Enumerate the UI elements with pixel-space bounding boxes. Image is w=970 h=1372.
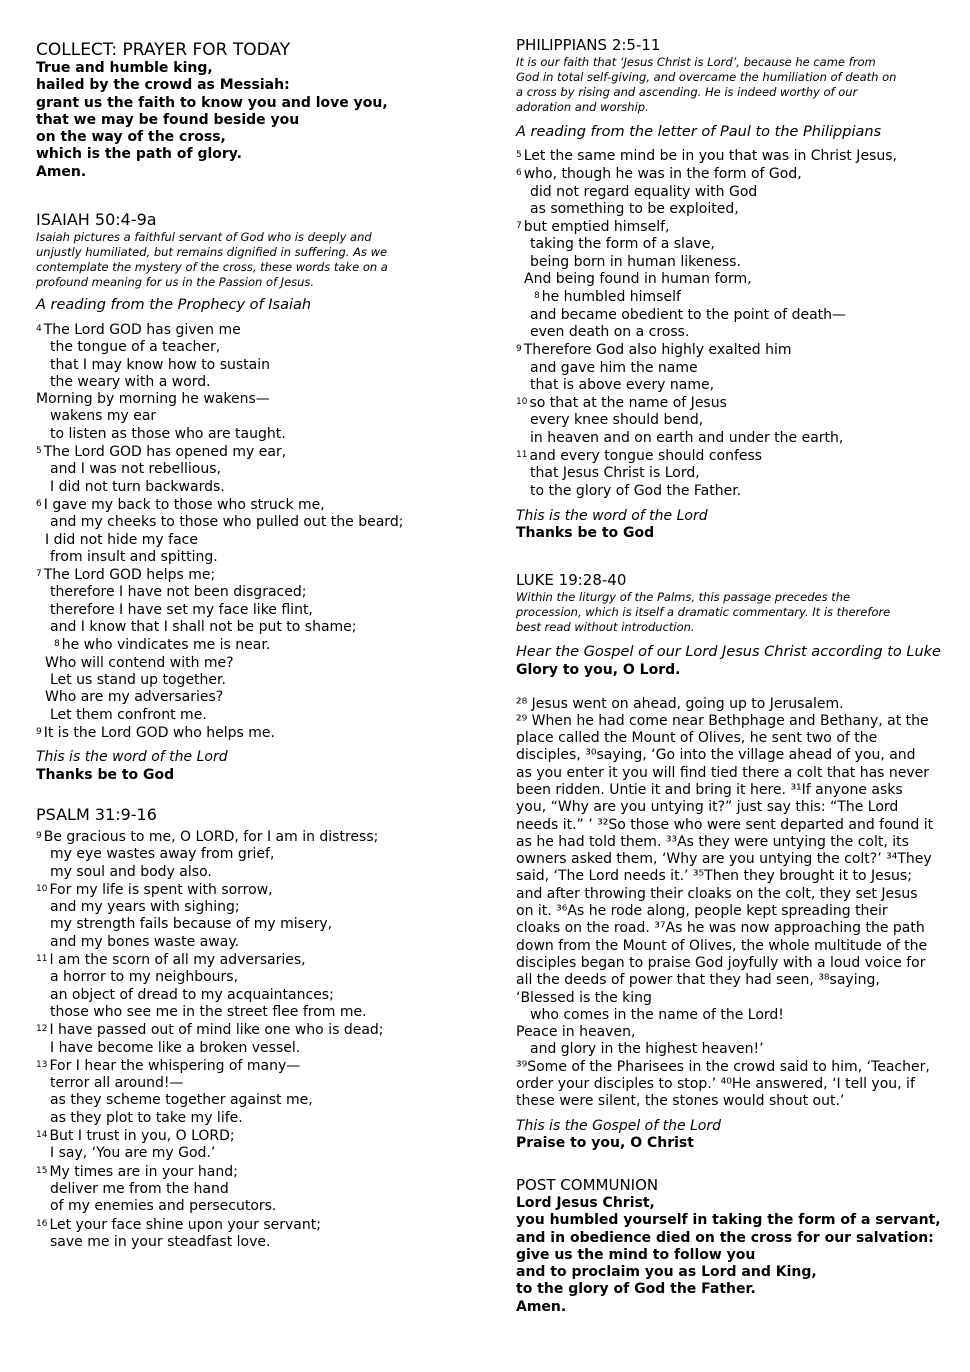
verse-number: 13 — [36, 1059, 48, 1070]
gospel-line: Peace in heaven, — [516, 1024, 636, 1041]
verse-text: he humbled himself — [541, 289, 681, 306]
gospel-line: and after throwing their cloaks on the colt, they set Jesus — [516, 885, 918, 902]
collect-line: hailed by the crowd as Messiah: — [36, 77, 290, 94]
verse-line — [516, 360, 897, 377]
gospel-line: as you enter it you will find tied there a colt that has never — [516, 764, 930, 781]
verse-text: but emptied himself, — [523, 219, 670, 236]
gospel-line: disciples began to praise God joyfully with a loud voice for — [516, 954, 926, 971]
verse-text: Let your face shine upon your servant; — [49, 1216, 321, 1233]
luke-intro — [516, 590, 941, 635]
isaiah-response-italic: This is the word of the Lord — [36, 749, 228, 766]
verse-text: and I was not rebellious, — [50, 461, 221, 478]
verse-line — [36, 1057, 384, 1075]
verse-line — [516, 447, 897, 465]
verse-line — [36, 1040, 384, 1057]
verse-line — [36, 1234, 384, 1251]
verse-line — [36, 689, 403, 706]
verse-line — [36, 566, 403, 584]
gospel-line: ²⁹ When he had come near Bethphage and Bethany, at the — [516, 712, 929, 729]
verse-text: and gave him the name — [530, 359, 698, 376]
verse-line — [516, 236, 897, 253]
philippians-reading-title: A reading from the letter of Paul to the Philippians — [516, 124, 882, 140]
verse-text: I did not turn backwards. — [50, 478, 225, 495]
intro-line: Within the liturgy of the Palms, this passage precedes the — [516, 590, 851, 604]
verse-line — [516, 465, 897, 482]
verse-number: 10 — [516, 397, 528, 408]
verse-line — [516, 201, 897, 218]
intro-line: profound meaning for us in the Passion of Jesus. — [36, 275, 315, 289]
intro-line: contemplate the mystery of the cross, these words take on a — [36, 260, 388, 274]
verse-text: a horror to my neighbours, — [50, 969, 239, 986]
verse-number: 7 — [516, 221, 522, 232]
verse-text: wakens my ear — [50, 408, 157, 425]
verse-line — [36, 1181, 384, 1198]
verse-line — [36, 584, 403, 601]
verse-text: to listen as those who are taught. — [50, 425, 286, 442]
verse-number: 9 — [36, 726, 42, 737]
verse-text: deliver me from the hand — [50, 1180, 229, 1197]
verse-text: and my cheeks to those who pulled out the beard; — [50, 514, 404, 531]
verse-text: an object of dread to my acquaintances; — [50, 986, 334, 1003]
post-communion-line: and to proclaim you as Lord and King, — [516, 1264, 817, 1281]
gospel-line: ²⁸ Jesus went on ahead, going up to Jerusalem. — [516, 695, 844, 712]
verse-line — [36, 987, 384, 1004]
verse-line — [36, 408, 403, 425]
verse-text: save me in your steadfast love. — [50, 1233, 271, 1250]
verse-line — [516, 377, 897, 394]
verse-text: I say, ‘You are my God.’ — [50, 1145, 216, 1162]
philippians-section — [516, 35, 897, 543]
verse-number: 15 — [36, 1165, 48, 1176]
verse-line — [36, 321, 403, 339]
verse-line — [36, 1145, 384, 1162]
collect-heading: COLLECT: PRAYER FOR TODAY — [36, 40, 291, 60]
verse-text: And being found in human form, — [524, 271, 752, 288]
verse-line — [36, 655, 403, 672]
luke-gospel-text — [516, 696, 941, 1111]
verse-line — [36, 443, 403, 461]
isaiah-verses — [36, 321, 403, 742]
verse-text: of my enemies and persecutors. — [50, 1198, 277, 1215]
luke-section — [516, 570, 941, 1153]
verse-line — [36, 724, 403, 742]
verse-line — [36, 899, 384, 916]
verse-text: the weary with a word. — [50, 373, 211, 390]
isaiah-intro — [36, 230, 403, 290]
gospel-line: these were silent, the stones would shout out.’ — [516, 1093, 845, 1110]
luke-glory: Glory to you, O Lord. — [516, 662, 681, 678]
verse-line — [516, 218, 897, 236]
verse-line — [36, 1127, 384, 1145]
psalm-verses — [36, 828, 384, 1251]
verse-line — [36, 461, 403, 478]
gospel-line: order your disciples to stop.’ ⁴⁰He answered, ‘I tell you, if — [516, 1076, 915, 1093]
collect-line: on the way of the cross, — [36, 129, 226, 146]
verse-text: to the glory of God the Father. — [530, 482, 742, 499]
verse-number: 8 — [54, 639, 60, 650]
gospel-line: needs it.” ’ ³²So those who were sent departed and found it — [516, 816, 934, 833]
philippians-response-bold: Thanks be to God — [516, 525, 655, 542]
verse-number: 10 — [36, 883, 48, 894]
verse-number: 4 — [36, 324, 42, 334]
luke-response-italic: This is the Gospel of the Lord — [516, 1117, 722, 1134]
verse-text: taking the form of a slave, — [530, 236, 715, 253]
verse-line — [36, 864, 384, 881]
gospel-line: disciples, ³⁰saying, ‘Go into the village ahead of you, and — [516, 747, 916, 764]
verse-text: Who are my adversaries? — [45, 689, 224, 706]
verse-line — [36, 374, 403, 391]
verse-number: 14 — [36, 1130, 48, 1141]
gospel-line: owners asked them, ‘Why are you untying the colt?’ ³⁴They — [516, 851, 932, 868]
verse-line — [36, 881, 384, 899]
verse-text: I have become like a broken vessel. — [50, 1039, 301, 1056]
isaiah-heading: ISAIAH 50:4-9a — [36, 210, 157, 229]
luke-response-bold: Praise to you, O Christ — [516, 1135, 694, 1152]
verse-number: 5 — [516, 150, 522, 160]
intro-line: procession, which is itself a dramatic commentary. It is therefore — [516, 605, 891, 619]
verse-text: even death on a cross. — [530, 323, 690, 340]
verse-line — [516, 307, 897, 324]
verse-text: For I hear the whispering of many— — [49, 1057, 301, 1074]
post-communion-line: and in obedience died on the cross for our salvation: — [516, 1229, 934, 1246]
verse-line — [36, 1021, 384, 1039]
gospel-line: who comes in the name of the Lord! — [530, 1006, 784, 1023]
verse-number: 9 — [36, 831, 42, 841]
post-communion-heading: POST COMMUNION — [516, 1176, 659, 1194]
post-communion-line: Lord Jesus Christ, — [516, 1195, 655, 1211]
gospel-line: all the deeds of power that they had seen, ³⁸saying, — [516, 972, 880, 989]
verse-text: he who vindicates me is near. — [61, 637, 271, 654]
gospel-line: and glory in the highest heaven!’ — [530, 1041, 764, 1058]
collect-line: that we may be found beside you — [36, 111, 300, 128]
verse-line — [36, 1092, 384, 1109]
verse-text: so that at the name of Jesus — [529, 395, 727, 412]
post-communion-prayer — [516, 1195, 941, 1316]
verse-line — [36, 846, 384, 863]
verse-text: I gave my back to those who struck me, — [43, 496, 325, 513]
verse-line — [36, 707, 403, 724]
verse-line — [36, 1004, 384, 1021]
verse-text: being born in human likeness. — [530, 253, 741, 270]
verse-text: and my bones waste away. — [50, 933, 240, 950]
verse-line — [36, 951, 384, 969]
verse-text: Morning by morning he wakens— — [36, 391, 270, 408]
verse-line — [36, 357, 403, 374]
verse-text: as something to be exploited, — [530, 200, 739, 217]
verse-number: 12 — [36, 1024, 48, 1035]
verse-text: and my years with sighing; — [50, 899, 240, 916]
collect-line: which is the path of glory. — [36, 146, 242, 163]
verse-text: But I trust in you, O LORD; — [49, 1128, 235, 1145]
verse-line — [36, 479, 403, 496]
verse-line — [36, 602, 403, 619]
verse-text: I have passed out of mind like one who is dead; — [49, 1022, 384, 1039]
verse-line — [516, 430, 897, 447]
collect-prayer — [36, 60, 388, 181]
verse-text: The Lord GOD has given me — [43, 322, 241, 338]
verse-text: I did not hide my face — [45, 531, 198, 548]
philippians-response-italic: This is the word of the Lord — [516, 507, 708, 524]
verse-text: and became obedient to the point of death— — [530, 306, 847, 323]
verse-line — [36, 1163, 384, 1181]
verse-line — [36, 1110, 384, 1127]
post-communion-section — [516, 1175, 941, 1316]
verse-text: as they scheme together against me, — [50, 1092, 313, 1109]
isaiah-response-bold: Thanks be to God — [36, 766, 175, 783]
verse-text: and I know that I shall not be put to shame; — [50, 619, 357, 636]
verse-text: the tongue of a teacher, — [50, 339, 221, 356]
verse-text: My times are in your hand; — [49, 1163, 238, 1180]
verse-text: my strength fails because of my misery, — [50, 916, 333, 933]
verse-line — [36, 1216, 384, 1234]
verse-number: 6 — [36, 498, 42, 509]
luke-reading-title: Hear the Gospel of our Lord Jesus Christ according to Luke — [516, 644, 941, 660]
verse-number: 7 — [36, 569, 42, 580]
gospel-line: cloaks on the road. ³⁷As he was now approaching the path — [516, 920, 925, 937]
verse-line — [516, 394, 897, 412]
verse-text: therefore I have set my face like flint, — [50, 601, 313, 618]
gospel-line: you, “Why are you untying it?” just say this: “The Lord — [516, 799, 899, 816]
verse-line — [516, 254, 897, 271]
verse-text: therefore I have not been disgraced; — [50, 584, 307, 601]
verse-line — [516, 341, 897, 359]
verse-text: It is the Lord GOD who helps me. — [43, 724, 275, 741]
verse-line — [516, 483, 897, 500]
philippians-heading: PHILIPPIANS 2:5-11 — [516, 36, 661, 54]
verse-text: my eye wastes away from grief, — [50, 846, 275, 863]
verse-number: 6 — [516, 168, 522, 179]
verse-text: Let us stand up together. — [50, 671, 226, 688]
verse-line — [36, 828, 384, 846]
intro-line: Isaiah pictures a faithful servant of God who is deeply and — [36, 230, 372, 244]
post-communion-line: to the glory of God the Father. — [516, 1281, 756, 1298]
collect-line: grant us the faith to know you and love you, — [36, 94, 388, 111]
verse-text: The Lord GOD helps me; — [43, 567, 216, 584]
verse-line — [36, 532, 403, 549]
verse-text: Let the same mind be in you that was in Christ Jesus, — [523, 148, 897, 164]
verse-line — [36, 934, 384, 951]
intro-line: God in total self-giving, and overcame the humiliation of death on — [516, 70, 897, 84]
gospel-line: ‘Blessed is the king — [516, 989, 652, 1006]
verse-line — [36, 969, 384, 986]
post-communion-line: give us the mind to follow you — [516, 1246, 756, 1263]
verse-line — [516, 271, 897, 288]
verse-text: my soul and body also. — [50, 863, 212, 880]
verse-line — [516, 324, 897, 341]
verse-line — [516, 412, 897, 429]
gospel-line: been ridden. Untie it and bring it here. ³¹If anyone asks — [516, 781, 903, 798]
verse-line — [36, 496, 403, 514]
verse-text: I am the scorn of all my adversaries, — [49, 952, 306, 969]
verse-text: Who will contend with me? — [45, 654, 234, 671]
verse-line — [516, 147, 897, 165]
verse-text: The Lord GOD has opened my ear, — [43, 444, 287, 461]
psalm-section — [36, 805, 384, 1251]
verse-text: that is above every name, — [530, 376, 715, 393]
gospel-line: place called the Mount of Olives, he sent two of the — [516, 730, 878, 747]
intro-line: best read without introduction. — [516, 620, 695, 634]
verse-line — [36, 426, 403, 443]
psalm-heading: PSALM 31:9-16 — [36, 805, 157, 824]
verse-text: terror all around!— — [50, 1075, 184, 1092]
verse-line — [36, 339, 403, 356]
verse-number: 5 — [36, 446, 42, 457]
verse-line — [36, 619, 403, 636]
intro-line: unjustly humiliated, but remains dignified in suffering. As we — [36, 245, 388, 259]
verse-text: Let them confront me. — [50, 706, 207, 723]
isaiah-reading-title: A reading from the Prophecy of Isaiah — [36, 297, 312, 313]
verse-text: For my life is spent with sorrow, — [49, 881, 273, 898]
verse-text: those who see me in the street flee from me. — [50, 1003, 367, 1020]
post-communion-line: Amen. — [516, 1298, 567, 1315]
verse-text: Be gracious to me, O LORD, for I am in distress; — [43, 829, 379, 845]
intro-line: It is our faith that ‘Jesus Christ is Lord’, because he came from — [516, 55, 876, 69]
philippians-verses — [516, 147, 897, 500]
verse-line — [516, 288, 897, 306]
collect-line: Amen. — [36, 163, 87, 180]
verse-line — [36, 514, 403, 531]
verse-text: every knee should bend, — [530, 412, 704, 429]
verse-text: did not regard equality with God — [530, 183, 758, 200]
luke-heading: LUKE 19:28-40 — [516, 571, 627, 589]
gospel-line: on it. ³⁶As he rode along, people kept spreading their — [516, 903, 888, 920]
gospel-line: said, ‘The Lord needs it.’ ³⁵Then they brought it to Jesus; — [516, 868, 912, 885]
verse-line — [36, 916, 384, 933]
verse-number: 16 — [36, 1218, 48, 1229]
verse-text: Therefore God also highly exalted him — [523, 342, 792, 359]
verse-line — [36, 549, 403, 566]
philippians-intro — [516, 55, 897, 115]
collect-line: True and humble king, — [36, 60, 213, 76]
verse-text: and every tongue should confess — [529, 448, 763, 465]
collect-section — [36, 40, 388, 181]
verse-line — [36, 636, 403, 654]
verse-line — [516, 165, 897, 183]
verse-number: 11 — [516, 450, 528, 461]
verse-text: as they plot to take my life. — [50, 1109, 243, 1126]
verse-line — [36, 672, 403, 689]
gospel-line: ³⁹Some of the Pharisees in the crowd said to him, ‘Teacher, — [516, 1058, 930, 1075]
verse-number: 8 — [534, 291, 540, 302]
verse-text: that Jesus Christ is Lord, — [530, 465, 700, 482]
verse-number: 9 — [516, 344, 522, 355]
gospel-line: down from the Mount of Olives, the whole multitude of the — [516, 937, 928, 954]
gospel-line: as he had told them. ³³As they were untying the colt, its — [516, 833, 909, 850]
verse-line — [516, 184, 897, 201]
post-communion-line: you humbled yourself in taking the form of a servant, — [516, 1212, 941, 1229]
verse-line — [36, 1075, 384, 1092]
verse-text: in heaven and on earth and under the earth, — [530, 429, 844, 446]
verse-text: who, though he was in the form of God, — [523, 166, 802, 183]
verse-number: 11 — [36, 954, 48, 965]
verse-line — [36, 1198, 384, 1215]
verse-text: from insult and spitting. — [50, 548, 218, 565]
intro-line: adoration and worship. — [516, 100, 649, 114]
verse-line — [36, 391, 403, 408]
intro-line: a cross by rising and ascending. He is indeed worthy of our — [516, 85, 858, 99]
verse-text: that I may know how to sustain — [50, 356, 270, 373]
isaiah-section — [36, 210, 403, 784]
